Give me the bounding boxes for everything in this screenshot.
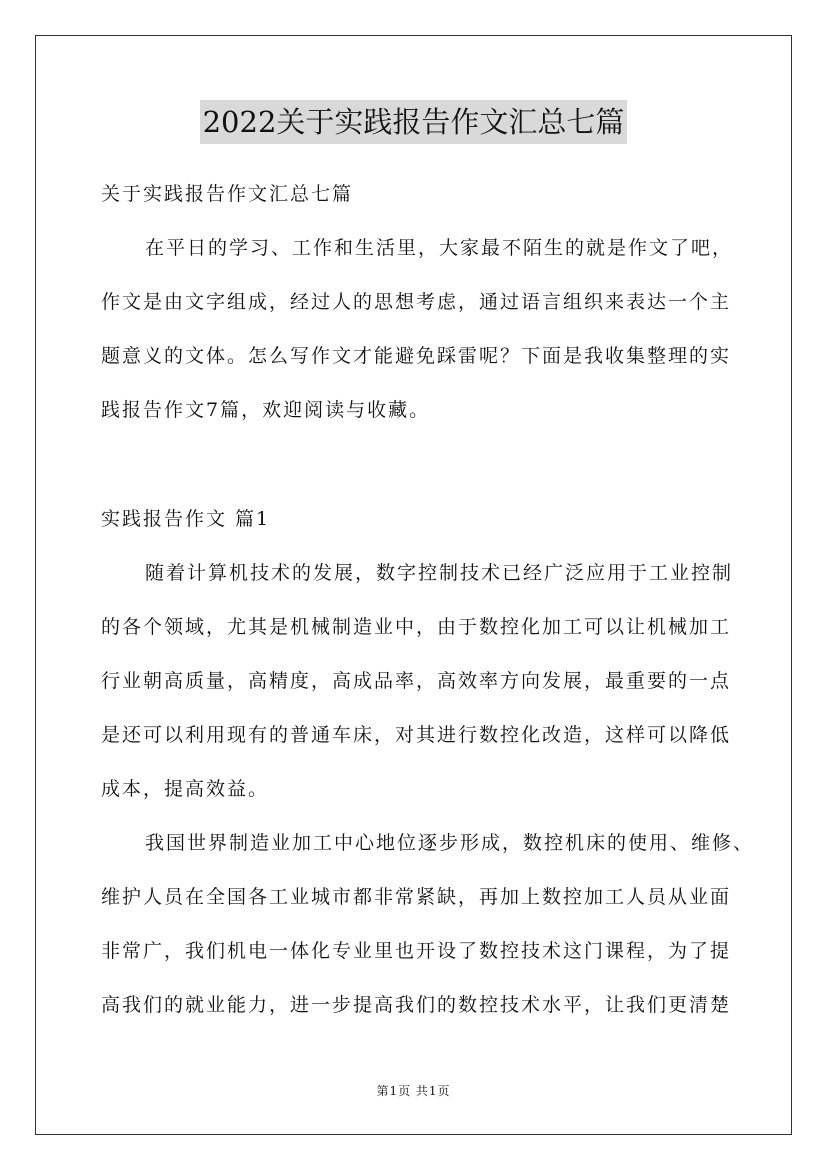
document-subtitle: 关于实践报告作文汇总七篇 bbox=[101, 183, 354, 205]
section-heading: 实践报告作文 篇1 bbox=[101, 508, 271, 530]
paragraph-line: 随着计算机技术的发展，数字控制技术已经广泛应用于工业控制 bbox=[145, 562, 734, 584]
paragraph-line: 我国世界制造业加工中心地位逐步形成，数控机床的使用、维修、 bbox=[145, 832, 755, 854]
paragraph-line: 是还可以利用现有的普通车床，对其进行数控化改造，这样可以降低 bbox=[101, 724, 732, 746]
title-container bbox=[0, 100, 827, 144]
document-title: 2022关于实践报告作文汇总七篇 bbox=[200, 100, 628, 144]
intro-line: 题意义的文体。怎么写作文才能避免踩雷呢？下面是我收集整理的实 bbox=[101, 345, 732, 367]
paragraph-line: 行业朝高质量，高精度，高成品率，高效率方向发展，最重要的一点 bbox=[101, 670, 732, 692]
page-footer: 第1页 共1页 bbox=[376, 1084, 451, 1098]
intro-line: 践报告作文7篇，欢迎阅读与收藏。 bbox=[101, 399, 431, 421]
paragraph-line: 的各个领域，尤其是机械制造业中，由于数控化加工可以让机械加工 bbox=[101, 616, 732, 638]
paragraph-line: 非常广，我们机电一体化专业里也开设了数控技术这门课程，为了提 bbox=[101, 940, 732, 962]
paragraph-line: 高我们的就业能力，进一步提高我们的数控技术水平，让我们更清楚 bbox=[101, 994, 732, 1016]
paragraph-line: 成本，提高效益。 bbox=[101, 778, 270, 800]
paragraph-line: 维护人员在全国各工业城市都非常紧缺，再加上数控加工人员从业面 bbox=[101, 886, 732, 908]
intro-line: 在平日的学习、工作和生活里，大家最不陌生的就是作文了吧， bbox=[145, 237, 734, 259]
intro-line: 作文是由文字组成，经过人的思想考虑，通过语言组织来表达一个主 bbox=[101, 291, 732, 313]
